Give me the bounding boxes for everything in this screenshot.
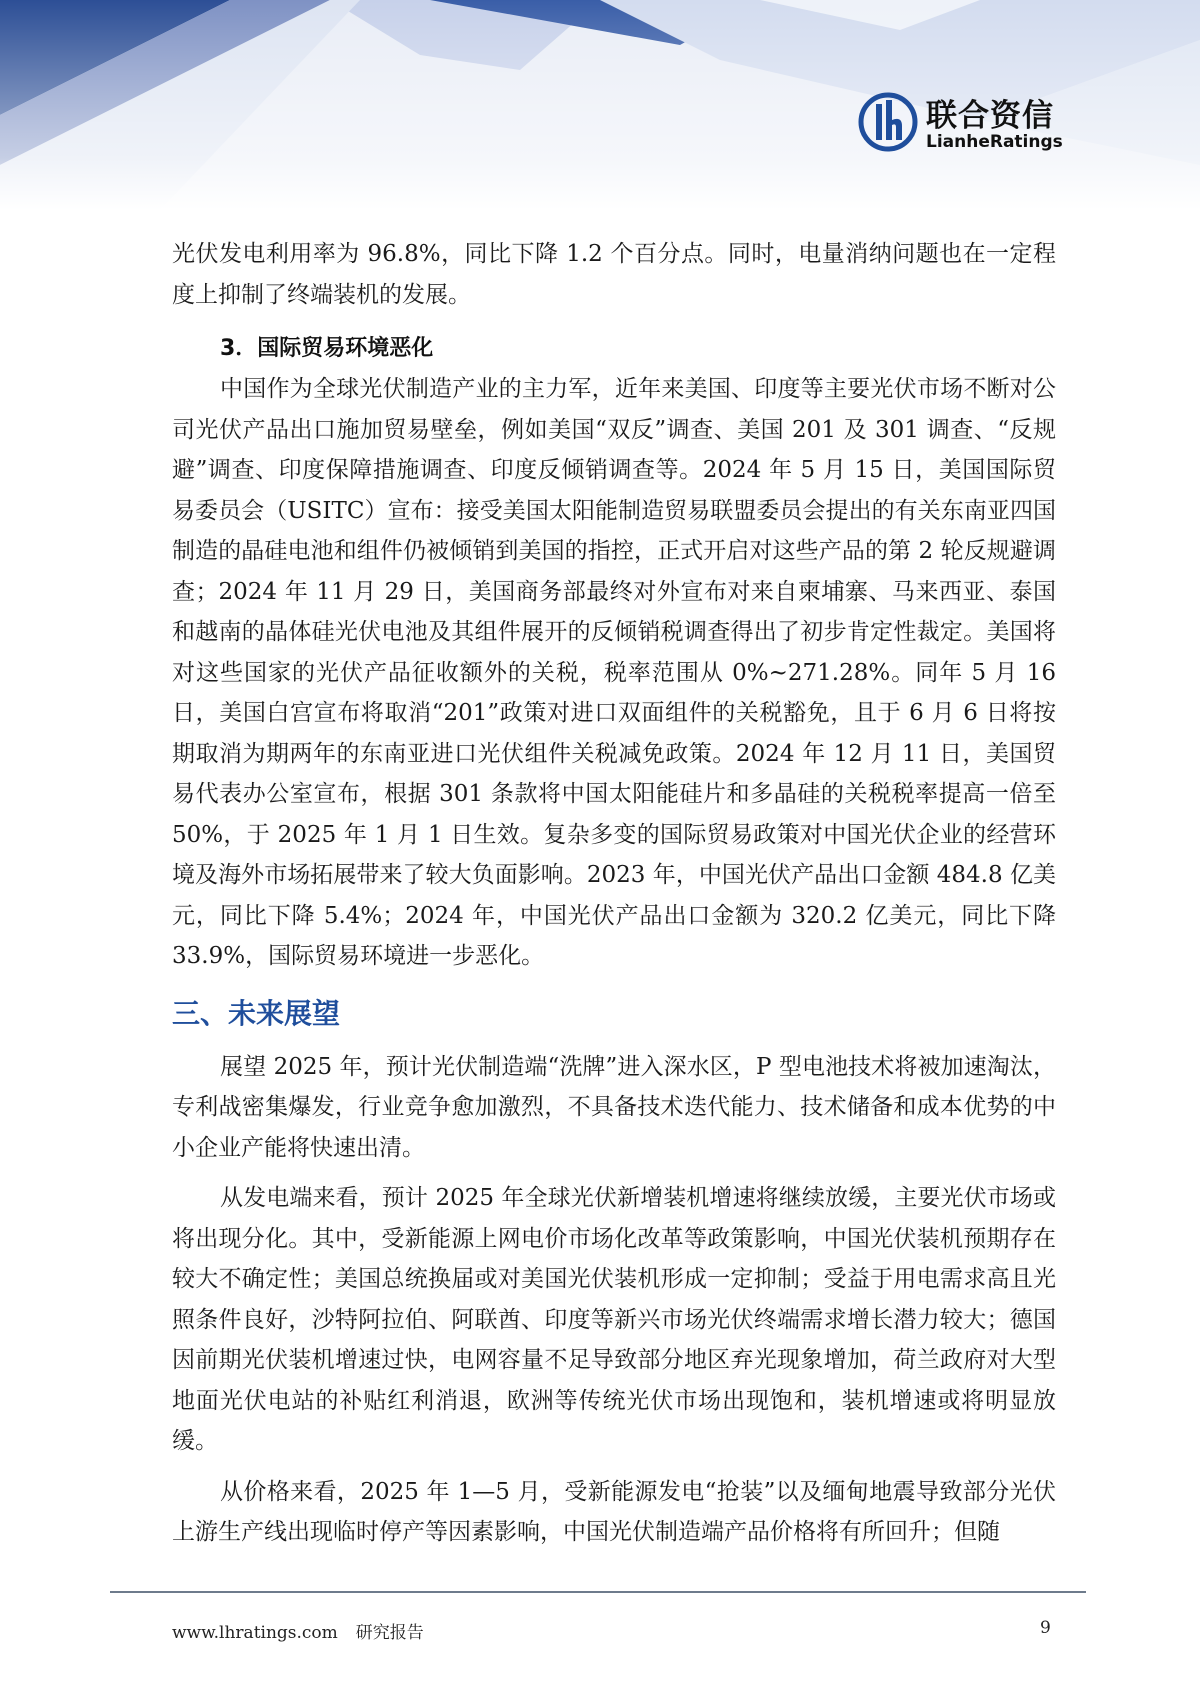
- lianhe-logo-icon: [858, 92, 918, 152]
- outlook-paragraph: 从发电端来看，预计 2025 年全球光伏新增装机增速将继续放缓，主要光伏市场或将出现分化。其中，受新能源上网电价市场化改革等政策影响，中国光伏装机预期存在较大不确定性；美国总统换届或对美国光伏装机形成一定抑制；受益于用电需求高且光照条件良好，沙特阿拉伯、阿联酋、印度等新兴市场光伏终端需求增长潜力较大；德国因前期光伏装机增速过快，电网容量不足导致部分地区弃光现象增加，荷兰政府对大型地面光伏电站的补贴红利消退，欧洲等传统光伏市场出现饱和，装机增速或将明显放缓。: [172, 1185, 1056, 1454]
- trade-paragraph: 中国作为全球光伏制造产业的主力军，近年来美国、印度等主要光伏市场不断对公司光伏产品出口施加贸易壁垒，例如美国“双反”调查、美国 201 及 301 调查、“反规避”调查、印度保障措施调查、印度反倾销调查等。2024 年 5 月 15 日，美国国际贸易委员会（USITC）宣布：接受美国太阳能制造贸易联盟委员会提出的有关东南亚四国制造的晶硅电池和组件仍被倾销到美国的指控，正式开启对这些产品的第 2 轮反规避调查；2024 年 11 月 29 日，美国商务部最终对外宣布对来自柬埔寨、马来西亚、泰国和越南的晶体硅光伏电池及其组件展开的反倾销税调查得出了初步肯定性裁定。美国将对这些国家的光伏产品征收额外的关税，税率范围从 0%~271.28%。同年 5 月 16 日，美国白宫宣布将取消“201”政策对进口双面组件的关税豁免，且于 6 月 6 日将按期取消为期两年的东南亚进口光伏组件关税减免政策。2024 年 12 月 11 日，美国贸易代表办公室宣布，根据 301 条款将中国太阳能硅片和多晶硅的关税税率提高一倍至 50%，于 2025 年 1 月 1 日生效。复杂多变的国际贸易政策对中国光伏企业的经营环境及海外市场拓展带来了较大负面影响。2023 年，中国光伏产品出口金额 484.8 亿美元，同比下降 5.4%；2024 年，中国光伏产品出口金额为 320.2 亿美元，同比下降 33.9%，国际贸易环境进一步恶化。: [172, 376, 1056, 969]
- outlook-paragraph: 展望 2025 年，预计光伏制造端“洗牌”进入深水区，P 型电池技术将被加速淘汰，专利战密集爆发，行业竞争愈加激烈，不具备技术迭代能力、技术储备和成本优势的中小企业产能将快速出清。: [172, 1053, 1056, 1161]
- intro-paragraph: 光伏发电利用率为 96.8%，同比下降 1.2 个百分点。同时，电量消纳问题也在一定程度上抑制了终端装机的发展。: [172, 241, 1056, 308]
- brand-name-en: LianheRatings: [926, 132, 1063, 152]
- subsection-heading: 3．国际贸易环境恶化: [220, 336, 434, 361]
- company-logo: [858, 88, 1078, 158]
- brand-name-cn: 联合资信: [926, 98, 1054, 134]
- main-content: [172, 234, 1056, 1553]
- footer-divider: [110, 1591, 1086, 1593]
- outlook-paragraph: 从价格来看，2025 年 1—5 月，受新能源发电“抢装”以及缅甸地震导致部分光伏上游生产线出现临时停产等因素影响，中国光伏制造端产品价格将有所回升；但随: [172, 1478, 1056, 1545]
- footer-doc-type: 研究报告: [355, 1623, 424, 1643]
- section-heading: 三、未来展望: [172, 996, 341, 1030]
- page-number: 9: [1040, 1618, 1051, 1638]
- footer-info: [172, 1618, 424, 1643]
- footer-website: www.lhratings.com: [172, 1623, 338, 1643]
